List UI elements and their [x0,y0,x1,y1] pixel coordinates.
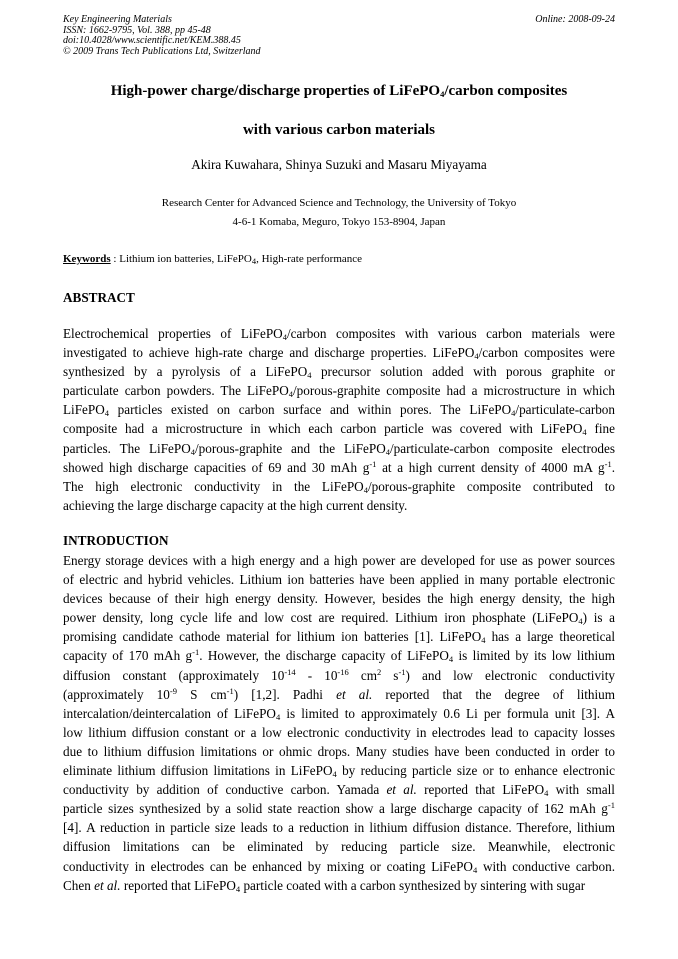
abstract-line [63,324,615,343]
superscript: -1 [192,647,200,658]
text-run: composite had a microstructure in which each carbon particle was covered with LiFePO [63,421,583,437]
introduction-line [63,818,615,837]
keywords-subscript: 4 [251,256,257,266]
text-run: Electrochemical properties of LiFePO [63,326,283,341]
subscript: 4 [544,788,549,799]
subscript: 4 [582,427,587,438]
subscript: 4 [190,446,196,457]
text-run: conductivity in electrodes can be enhanced by mixing or coating LiFePO [63,858,473,874]
text-run: showed high discharge capacities of 69 and 30 mAh g [63,459,370,475]
text-run: (approximately 10 [63,686,170,702]
affiliation-line-1: Research Center for Advanced Science and Technology, the University of Tokyo [161,197,517,209]
introduction-line [63,570,615,589]
abstract-line [63,362,615,381]
title-text-b: /carbon composites [444,83,568,99]
affiliation-line-2: 4-6-1 Komaba, Meguro, Tokyo 153-8904, Japan [232,216,446,228]
text-run: The high electronic conductivity in the LiFePO [63,478,364,494]
text-run: with small [548,782,615,798]
text-run: ) is a [582,610,615,626]
abstract-line [63,458,615,477]
introduction-line [63,589,615,608]
text-run: S cm [176,686,227,702]
text-run: due to lithium diffusion limitations or ohmic drops. Many studies have been conducted in order to [63,743,615,759]
text-run: - 10 [295,667,338,683]
text-run: promising candidate cathode material for lithium ion batteries [1]. LiFePO [63,629,482,645]
subscript: 4 [511,408,516,419]
superscript: -1 [369,458,377,469]
text-run: /particulate-carbon composite electrodes [390,440,616,456]
copyright-line: © 2009 Trans Tech Publications Ltd, Switzerland [63,45,261,57]
text-run: has a large theoretical [485,629,615,645]
superscript: 2 [376,666,382,677]
abstract-line [63,439,615,458]
introduction-line [63,876,615,895]
text-run: [4]. A reduction in particle size leads to a reduction in lithium diffusion distance. Therefore, lithium [63,820,615,836]
text-run: ) [1,2]. Padhi [233,686,337,702]
introduction-line [63,742,615,761]
introduction-line [63,551,615,570]
text-run: by reducing particle size or to enhance electronic [336,763,615,779]
introduction-line [63,857,615,876]
subscript: 4 [275,711,281,722]
text-run: cm [348,667,377,683]
subscript: 4 [472,864,478,875]
italic-text: et al. [386,782,417,798]
subscript: 4 [474,351,479,362]
subscript: 4 [332,769,337,780]
title-subscript: 4 [440,89,445,99]
text-run: /carbon composites were [478,345,615,361]
text-run: is limited by its low lithium [453,648,616,664]
text-run: power density, long cycle life and low cost are required. Lithium iron phosphate (LiFePO [63,610,579,626]
introduction-line [63,799,615,818]
introduction-heading: INTRODUCTION [63,533,169,548]
introduction-body [63,551,615,895]
text-run: Energy storage devices with a high energy and a high power are developed for use as power sources [63,553,615,568]
subscript: 4 [282,332,287,342]
superscript: -14 [284,666,296,677]
text-run: /porous-graphite composite had a microstructure in which [293,383,615,399]
text-run: /particulate-carbon [515,402,615,418]
introduction-line [63,704,615,723]
text-run: particle sizes synthesized by a solid state reaction show a large discharge capacity of 162 mAh g [63,801,608,817]
subscript: 4 [235,883,241,894]
text-run: particle coated with a carbon synthesized by sintering with sugar [240,877,586,893]
text-run: particulate carbon powders. The LiFePO [63,383,289,399]
text-run: s [381,667,399,683]
introduction-line [63,761,615,780]
text-run: reported that LiFePO [416,782,545,798]
subscript: 4 [448,654,454,665]
text-run: Chen [63,877,95,893]
subscript: 4 [104,408,110,419]
online-date: Online: 2008-09-24 [535,14,615,25]
text-run: devices because of their high energy density. However, besides the high energy density, the high [63,591,615,607]
abstract-line [63,477,615,496]
text-run: /porous-graphite composite contributed to [367,478,615,494]
text-run: of electric and hybrid vehicles. Lithium ion batteries have been applied in many portable electronic [63,572,615,588]
text-run: diffusion constant (approximately 10 [63,667,285,683]
text-run: at a high current density of 4000 mA g [376,459,605,475]
superscript: -9 [169,685,177,696]
author-list: Akira Kuwahara, Shinya Suzuki and Masaru Miyayama [191,157,487,172]
text-run: with conductive carbon. [477,858,615,874]
introduction-line [63,685,615,704]
text-run: low lithium diffusion constant or a low electronic conductivity in electrodes lead to capacity losses [63,724,615,740]
italic-text: et al. [336,686,373,702]
title-text-a: High-power charge/discharge properties of LiFePO [110,83,441,99]
text-run: achieving the large discharge capacity at the high current density. [63,497,408,513]
text-run: is limited to approximately 0.6 Li per formula unit [3]. A [280,705,615,721]
keywords [63,253,362,265]
introduction-line [63,780,615,799]
text-run: investigated to achieve high-rate charge and discharge properties. LiFePO [63,345,475,361]
text-run: eliminate lithium diffusion limitations in LiFePO [63,763,333,779]
running-header [63,15,615,57]
keywords-label: Keywords [63,253,111,265]
subscript: 4 [363,484,368,495]
subscript: 4 [481,635,486,646]
subscript: 4 [578,616,583,627]
subscript: 4 [307,370,312,381]
abstract-heading: ABSTRACT [63,290,135,305]
paper-title-line-2: with various carbon materials [242,122,436,138]
doi-line: doi:10.4028/www.scientific.net/KEM.388.45 [63,35,241,46]
paper-title-line-1 [40,83,638,100]
abstract-line [63,343,615,362]
introduction-line [63,723,615,742]
superscript: -1 [226,685,234,696]
text-run: ) and low electronic conductivity [405,667,615,683]
superscript: -1 [607,800,615,811]
introduction-line [63,837,615,856]
text-run: intercalation/deintercalation of LiFePO [63,705,276,721]
abstract-line [63,419,615,438]
text-run: conductivity by addition of conductive carbon. Yamada [63,782,387,798]
superscript: -16 [337,666,349,677]
subscript: 4 [385,446,390,457]
text-run: precursor solution added with porous graphite or [311,364,615,380]
abstract-line [63,381,615,400]
abstract-line [63,400,615,419]
text-run: synthesized by a pyrolysis of a LiFePO [63,364,308,380]
introduction-line [63,646,615,665]
introduction-line [63,666,615,685]
text-run: . However, the discharge capacity of LiFePO [199,648,449,664]
text-run: particles existed on carbon surface and within pores. The LiFePO [109,402,512,418]
introduction-line [63,627,615,646]
abstract-line [63,496,615,515]
keywords-text-a: : Lithium ion batteries, LiFePO [110,253,252,265]
text-run: reported that LiFePO [120,877,236,893]
text-run: /carbon composites with various carbon materials were [286,326,615,341]
text-run: /porous-graphite and the LiFePO [195,440,386,456]
superscript: -1 [604,458,612,469]
text-run: fine [586,421,615,437]
issn-line: ISSN: 1662-9795, Vol. 388, pp 45-48 [63,24,211,36]
italic-text: et al. [94,877,121,893]
superscript: -1 [398,666,406,677]
introduction-line [63,608,615,627]
text-run: . [611,459,615,475]
text-run: LiFePO [63,402,105,418]
text-run: capacity of 170 mAh g [63,648,193,664]
text-run: reported that the degree of lithium [372,686,616,702]
journal-name: Key Engineering Materials [63,14,172,25]
text-run: diffusion limitations can be eliminated by reducing particle size. Meanwhile, electronic [63,839,615,855]
text-run: particles. The LiFePO [63,440,191,456]
abstract-body [63,324,615,515]
keywords-text-b: , High-rate performance [256,253,363,265]
subscript: 4 [288,389,294,400]
